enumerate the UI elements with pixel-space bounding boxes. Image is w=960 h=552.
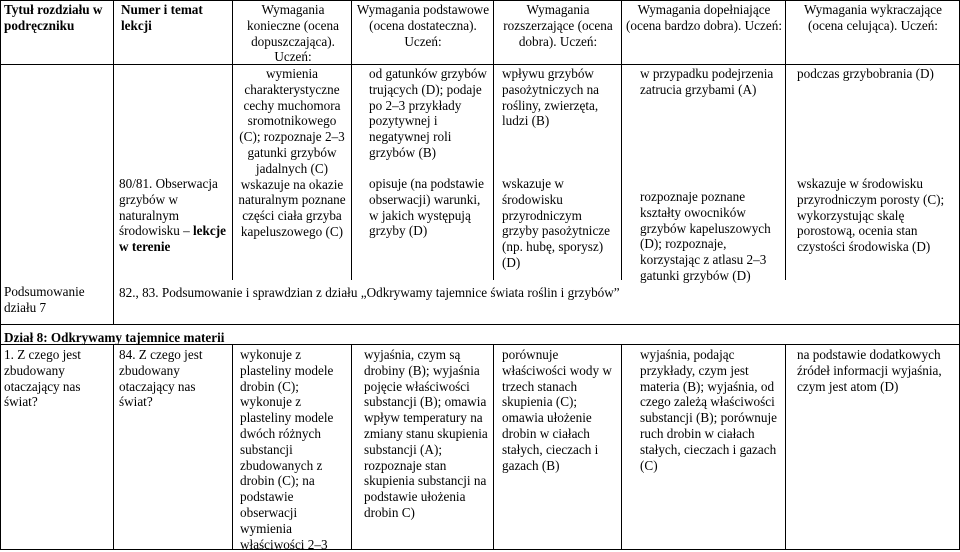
section1-lesson — [119, 176, 229, 255]
section2-title — [4, 330, 404, 346]
section2-rozszerzajace — [502, 347, 618, 473]
section1-rozszerzajace-2-text: wskazuje w środowisku przyrodniczym grzyby pasożytnicze (np. hubę, sporysz) (D) — [502, 176, 611, 270]
header-lesson-label: Numer i temat lekcji — [121, 2, 203, 33]
header-wykraczajace — [790, 2, 956, 34]
header-konieczne-label: Wymagania konieczne (ocena dopuszczająca). Uczeń: — [247, 2, 339, 65]
section1-podstawowe-2 — [369, 176, 491, 239]
section2-lesson — [119, 347, 227, 410]
section1-konieczne — [236, 66, 348, 240]
section1-rozszerzajace-1 — [502, 66, 618, 129]
section1-dopelniajace-1-text: w przypadku podejrzenia zatrucia grzybami (A) — [640, 66, 774, 97]
header-konieczne — [237, 2, 349, 65]
section2-title-text: Dział 8: Odkrywamy tajemnice materii — [4, 330, 225, 345]
section1-podstawowe-1 — [369, 66, 491, 161]
section1-dopelniajace-1 — [640, 66, 780, 98]
section1-rozszerzajace-1-text: wpływu grzybów pasożytniczych na rośliny, zwierzęta, ludzi (B) — [502, 66, 600, 129]
header-rozszerzajace — [497, 2, 619, 49]
section1-dopelniajace-2-text: rozpoznaje poznane kształty owocników grzybów kapeluszowych (D); rozpoznaje, korzystając z atlasu 2–3 gatunki grzybów (D) — [640, 189, 771, 283]
section1-lesson-bold: lekcje w terenie — [119, 223, 226, 255]
header-wykraczajace-label: Wymagania wykraczające (ocena celująca). Uczeń: — [804, 2, 942, 33]
section2-wykraczajace — [797, 347, 957, 394]
header-rozszerzajace-label: Wymagania rozszerzające (ocena dobra). Uczeń: — [503, 2, 613, 49]
section1-wykraczajace-2-text: wskazuje w środowisku przyrodniczym porosty (C); wykorzystując skalę porostową, ocenia stan czystości środowiska (D) — [797, 176, 945, 255]
section2-rozszerzajace-text: porównuje właściwości wody w trzech stanach skupienia (C); omawia ułożenie drobin w ciałach stałych, cieczach i gazach (B) — [502, 347, 612, 473]
section2-dopelniajace-text: wyjaśnia, podając przykłady, czym jest materia (B); wyjaśnia, od czego zależą właściwości substancji (B); porównuje ruch drobin w ciałach stałych, cieczach i gazach (C) — [640, 347, 777, 473]
section2-wykraczajace-text: na podstawie dodatkowych źródeł informacji wyjaśnia, czym jest atom (D) — [797, 347, 942, 394]
section1-lesson-text: 80/81. Obserwacja grzybów w naturalnym środowisku – — [119, 176, 218, 239]
section1-konieczne-text: wymienia charakterystyczne cechy muchomora sromotnikowego (C); rozpoznaje 2–3 gatunki grzybów jadalnych (C) wskazuje na okazie naturalnym poznane części ciała grzyba kapeluszowego (C) — [238, 66, 346, 239]
section1-summary — [119, 285, 719, 301]
section1-rozszerzajace-2 — [502, 176, 618, 271]
section1-wykraczajace-1 — [797, 66, 957, 82]
header-podstawowe-label: Wymagania podstawowe (ocena dostateczna). Uczeń: — [356, 2, 490, 49]
section1-podstawowe-2-text: opisuje (na podstawie obserwacji) warunki, w jakich występują grzyby (D) — [369, 176, 484, 239]
section2-chapter-text: 1. Z czego jest zbudowany otaczający nas świat? — [4, 347, 81, 410]
header-dopelniajace-label: Wymagania dopełniające (ocena bardzo dobra). Uczeń: — [626, 2, 782, 33]
section2-dopelniajace — [640, 347, 782, 473]
section2-chapter — [4, 347, 110, 410]
section1-wykraczajace-2 — [797, 176, 957, 255]
section1-dopelniajace-2 — [640, 189, 782, 284]
section1-podstawowe-1-text: od gatunków grzybów trujących (D); podaje po 2–3 przykłady pozytywnej i negatywnej roli grzybów (B) — [369, 66, 487, 160]
header-podstawowe — [356, 2, 490, 49]
section2-konieczne-text: wykonuje z plasteliny modele drobin (C); wykonuje z plasteliny modele dwóch różnych substancji zbudowanych z drobin (C); na podstawie obserwacji wymienia właściwości 2–3 — [240, 347, 334, 552]
section2-podstawowe-text: wyjaśnia, czym są drobiny (B); wyjaśnia pojęcie właściwości substancji (B); omawia wpływ temperatury na zmiany stanu skupienia substancji (A); rozpoznaje stan skupienia substancji na podstawie ułożenia drobin C) — [364, 347, 488, 520]
section2-podstawowe — [364, 347, 490, 521]
section2-konieczne — [240, 347, 348, 552]
section1-summary-text: 82., 83. Podsumowanie i sprawdzian z działu „Odkrywamy tajemnice świata roślin i grzybów” — [119, 285, 620, 300]
section1-wykraczajace-1-text: podczas grzybobrania (D) — [797, 66, 934, 81]
section2-lesson-text: 84. Z czego jest zbudowany otaczający nas świat? — [119, 347, 203, 410]
header-dopelniajace — [625, 2, 783, 34]
section1-chapter — [4, 284, 110, 316]
section1-chapter-text: Podsumowanie działu 7 — [4, 284, 85, 315]
header-chapter-label: Tytuł rozdziału w podręczniku — [4, 2, 103, 33]
header-lesson — [121, 2, 229, 34]
header-chapter — [4, 2, 112, 34]
